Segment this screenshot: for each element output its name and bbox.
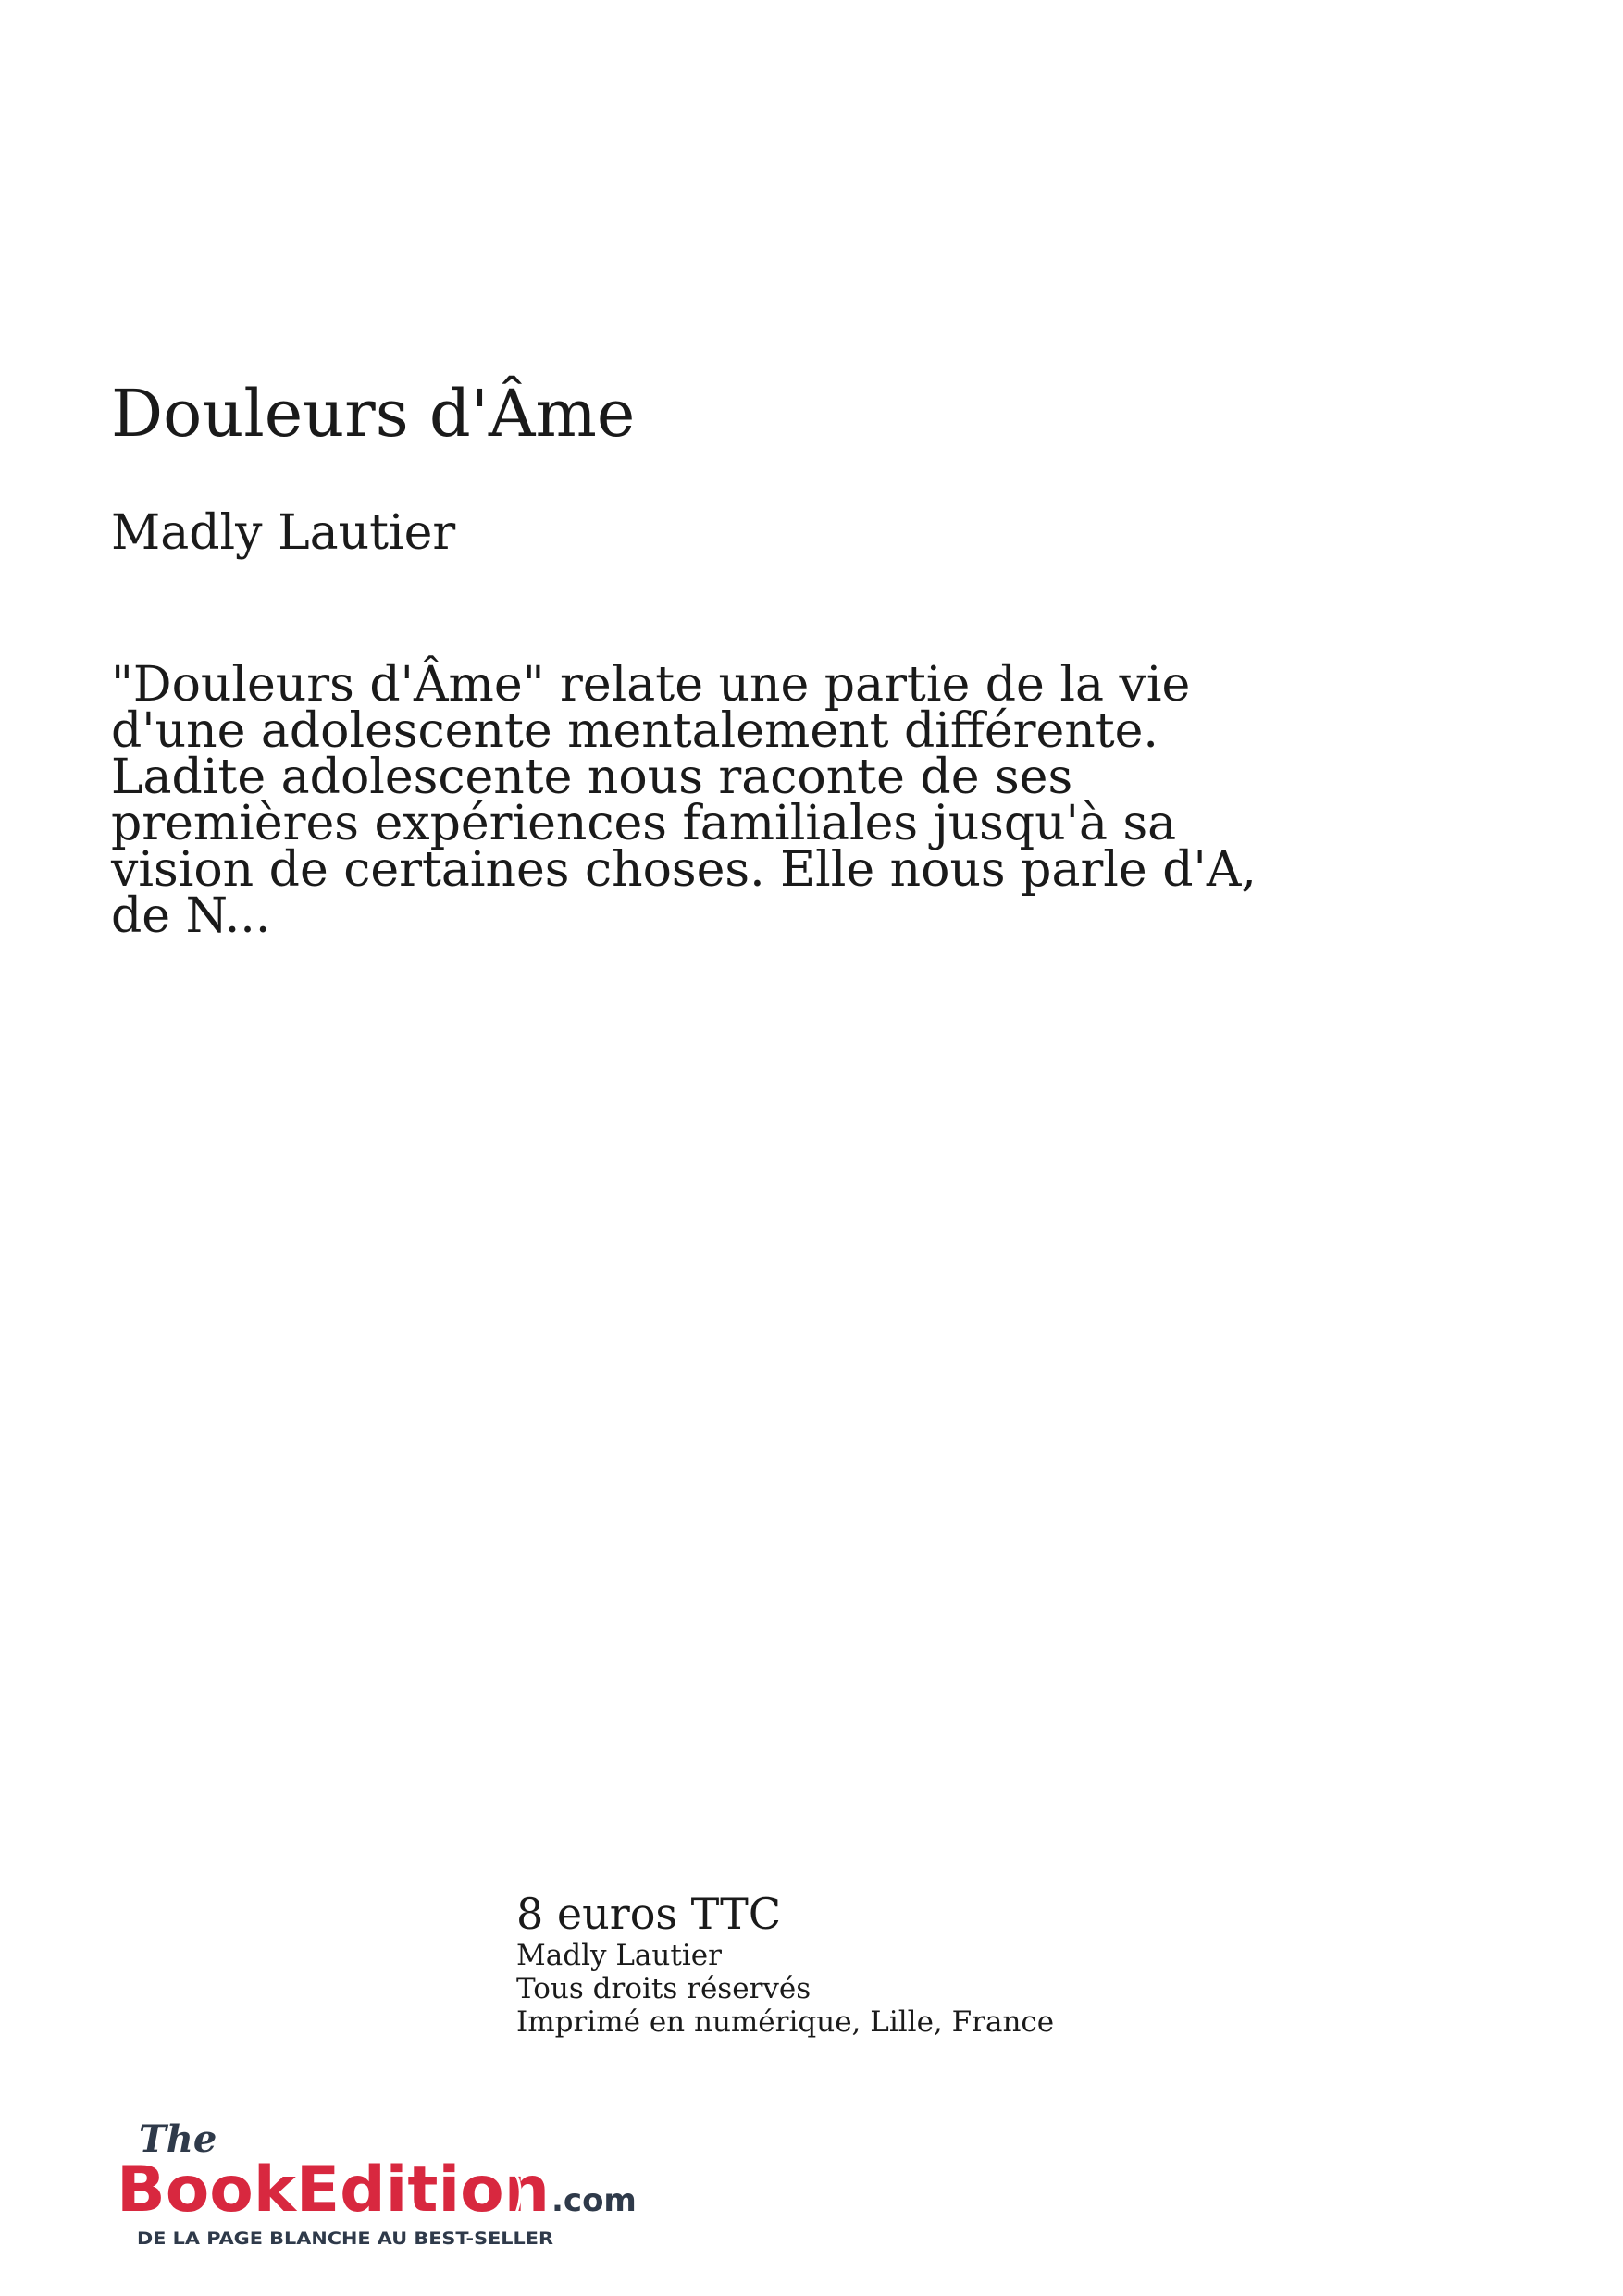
logo-the-text: The <box>139 2117 217 2161</box>
publisher-logo <box>117 2115 672 2253</box>
colophon <box>516 1890 1183 2039</box>
publisher-logo-graphic <box>117 2115 672 2253</box>
book-author: Madly Lautier <box>111 505 456 561</box>
book-title: Douleurs d'Âme <box>111 376 636 452</box>
logo-tagline-text: DE LA PAGE BLANCHE AU BEST-SELLER <box>137 2228 554 2249</box>
colophon-author: Madly Lautier <box>516 1938 722 1972</box>
colophon-rights: Tous droits réservés <box>516 1971 812 2005</box>
colophon-printing: Imprimé en numérique, Lille, France <box>516 2004 1055 2039</box>
logo-suffix-text: .com <box>551 2182 637 2219</box>
book-summary: "Douleurs d'Âme" relate une partie de la vie d'une adolescente mentalement différente. Ladite adolescente nous raconte de ses premières expériences familiales jusqu'à sa vision de certaines choses. Elle nous parle d'A, de N... <box>111 657 1257 944</box>
price: 8 euros TTC <box>516 1889 782 1939</box>
logo-brand-text: BookEdition <box>117 2153 550 2227</box>
